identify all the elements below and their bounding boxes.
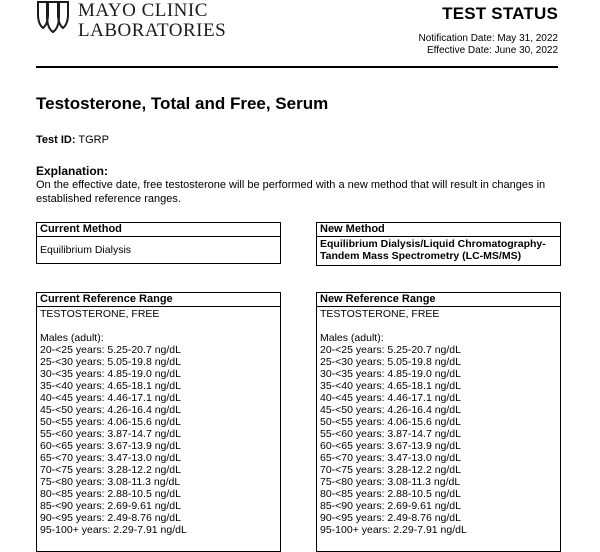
range-row: 45-<50 years: 4.26-16.4 ng/dL — [320, 404, 461, 416]
header-divider — [36, 66, 558, 68]
current-range-rows — [40, 344, 280, 536]
current-range-box — [36, 292, 281, 552]
new-range-group: Males (adult): — [320, 332, 384, 344]
current-range-analyte: TESTOSTERONE, FREE — [40, 308, 160, 320]
dates-block — [418, 33, 558, 57]
range-row: 60-<65 years: 3.67-13.9 ng/dL — [320, 440, 461, 452]
range-row: 85-<90 years: 2.69-9.61 ng/dL — [40, 500, 181, 512]
range-row: 90-<95 years: 2.49-8.76 ng/dL — [320, 512, 461, 524]
notification-date: Notification Date: May 31, 2022 — [418, 33, 558, 44]
range-row: 20-<25 years: 5.25-20.7 ng/dL — [320, 344, 461, 356]
test-id-value: TGRP — [78, 134, 109, 146]
test-id-label: Test ID: — [36, 134, 76, 146]
logo-line1: MAYO CLINIC — [78, 0, 208, 21]
new-method-value — [317, 237, 560, 262]
test-id — [36, 134, 109, 146]
logo-line2: LABORATORIES — [78, 20, 227, 41]
range-row: 75-<80 years: 3.08-11.3 ng/dL — [320, 476, 461, 488]
test-status-title: TEST STATUS — [442, 4, 558, 23]
new-method-heading: New Method — [317, 223, 560, 237]
range-row: 95-100+ years: 2.29-7.91 ng/dL — [40, 524, 187, 536]
range-row: 55-<60 years: 3.87-14.7 ng/dL — [40, 428, 181, 440]
range-row: 65-<70 years: 3.47-13.0 ng/dL — [320, 452, 461, 464]
current-range-group: Males (adult): — [40, 332, 104, 344]
range-row: 90-<95 years: 2.49-8.76 ng/dL — [40, 512, 181, 524]
range-row: 80-<85 years: 2.88-10.5 ng/dL — [320, 488, 461, 500]
explanation-text: On the effective date, free testosterone will be performed with a new method that will result in changes in established reference ranges. — [36, 179, 546, 205]
current-method-box — [36, 222, 281, 264]
new-range-box — [316, 292, 561, 552]
range-row: 60-<65 years: 3.67-13.9 ng/dL — [40, 440, 181, 452]
three-shields-icon — [36, 0, 70, 34]
range-row: 40-<45 years: 4.46-17.1 ng/dL — [40, 392, 181, 404]
explanation-heading: Explanation: — [36, 164, 109, 178]
new-method-line2: Tandem Mass Spectrometry (LC-MS/MS) — [320, 250, 522, 262]
effective-date: Effective Date: June 30, 2022 — [426, 45, 558, 56]
range-row: 95-100+ years: 2.29-7.91 ng/dL — [320, 524, 467, 536]
new-method-line1: Equilibrium Dialysis/Liquid Chromatography- — [320, 238, 546, 250]
current-method-value: Equilibrium Dialysis — [40, 244, 132, 256]
range-row: 35-<40 years: 4.65-18.1 ng/dL — [320, 380, 461, 392]
range-row: 70-<75 years: 3.28-12.2 ng/dL — [40, 464, 181, 476]
range-row: 30-<35 years: 4.85-19.0 ng/dL — [320, 368, 461, 380]
range-row: 55-<60 years: 3.87-14.7 ng/dL — [320, 428, 461, 440]
document-title: Testosterone, Total and Free, Serum — [36, 94, 329, 113]
range-row: 65-<70 years: 3.47-13.0 ng/dL — [40, 452, 181, 464]
current-method-heading: Current Method — [37, 223, 280, 237]
range-row: 30-<35 years: 4.85-19.0 ng/dL — [40, 368, 181, 380]
new-range-rows — [320, 344, 560, 536]
new-method-box — [316, 222, 561, 266]
range-row: 25-<30 years: 5.05-19.8 ng/dL — [320, 356, 461, 368]
range-row: 35-<40 years: 4.65-18.1 ng/dL — [40, 380, 181, 392]
new-range-analyte: TESTOSTERONE, FREE — [320, 308, 440, 320]
mayo-clinic-logo — [36, 0, 226, 42]
range-row: 80-<85 years: 2.88-10.5 ng/dL — [40, 488, 181, 500]
range-row: 25-<30 years: 5.05-19.8 ng/dL — [40, 356, 181, 368]
range-row: 45-<50 years: 4.26-16.4 ng/dL — [40, 404, 181, 416]
current-range-heading: Current Reference Range — [37, 293, 280, 307]
range-row: 50-<55 years: 4.06-15.6 ng/dL — [320, 416, 461, 428]
range-row: 40-<45 years: 4.46-17.1 ng/dL — [320, 392, 461, 404]
range-row: 85-<90 years: 2.69-9.61 ng/dL — [320, 500, 461, 512]
range-row: 70-<75 years: 3.28-12.2 ng/dL — [320, 464, 461, 476]
range-row: 75-<80 years: 3.08-11.3 ng/dL — [40, 476, 181, 488]
range-row: 50-<55 years: 4.06-15.6 ng/dL — [40, 416, 181, 428]
range-row: 20-<25 years: 5.25-20.7 ng/dL — [40, 344, 181, 356]
new-range-heading: New Reference Range — [317, 293, 560, 307]
